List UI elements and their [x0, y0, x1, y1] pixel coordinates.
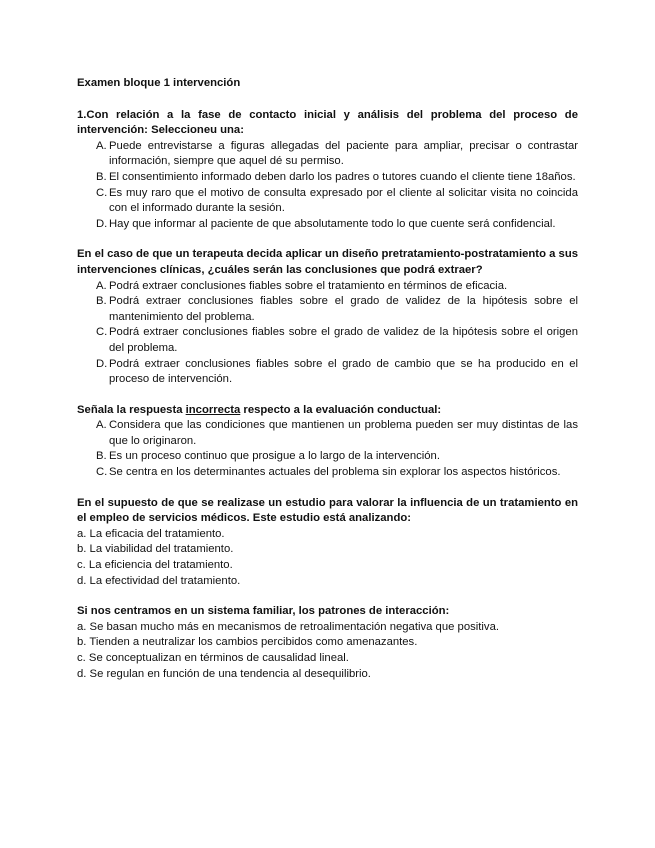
option-letter: C.: [96, 326, 108, 339]
option-text: Considera que las condiciones que mantienen un problema pueden ser muy distintas de las que lo originaron.: [109, 419, 578, 447]
question-3-underlined-word: incorrecta: [185, 403, 241, 416]
option-letter: B.: [96, 450, 107, 463]
option-letter: B.: [96, 295, 107, 308]
option-item: [77, 294, 578, 325]
question-2: [77, 247, 578, 387]
option-letter: C.: [96, 186, 108, 199]
option-letter: A.: [96, 279, 107, 292]
question-1: [77, 108, 578, 233]
option-text: Se centra en los determinantes actuales del problema sin explorar los aspectos históricos.: [109, 466, 561, 479]
question-5-options: [77, 620, 578, 682]
option-letter: A.: [96, 419, 107, 432]
option-text: Podrá extraer conclusiones fiables sobre el grado de validez de la hipótesis sobre el origen del problema.: [109, 326, 578, 354]
option-item: [77, 465, 578, 481]
question-4: [77, 496, 578, 590]
question-3-options: [77, 418, 578, 480]
option-item: b. La viabilidad del tratamiento.: [77, 543, 234, 556]
option-text: El consentimiento informado deben darlo los padres o tutores cuando el cliente tiene 18años.: [109, 170, 576, 183]
option-letter: D.: [96, 217, 108, 230]
option-item: c. La eficiencia del tratamiento.: [77, 559, 233, 572]
option-letter: A.: [96, 139, 107, 152]
option-item: c. Se conceptualizan en términos de causalidad lineal.: [77, 652, 349, 664]
question-3: [77, 403, 578, 481]
option-item: [77, 186, 578, 217]
option-text: Podrá extraer conclusiones fiables sobre el grado de validez de la hipótesis sobre el mantenimiento del problema.: [109, 295, 578, 323]
option-item: [77, 279, 578, 295]
option-text: Podrá extraer conclusiones fiables sobre el tratamiento en términos de eficacia.: [109, 279, 508, 292]
document-page: [77, 76, 578, 697]
question-5: [77, 604, 578, 682]
option-item: [77, 217, 578, 233]
option-letter: D.: [96, 357, 108, 370]
question-1-options: [77, 139, 578, 233]
question-1-text: 1.Con relación a la fase de contacto inicial y análisis del problema del proceso de intervención: Seleccioneu una:: [77, 108, 578, 137]
option-item: [77, 357, 578, 388]
question-4-options: [77, 527, 578, 589]
document-title: Examen bloque 1 intervención: [77, 77, 241, 89]
option-item: a. La eficacia del tratamiento.: [77, 527, 225, 540]
option-letter: C.: [96, 466, 108, 479]
question-2-options: [77, 279, 578, 388]
option-text: Puede entrevistarse a figuras allegadas del paciente para ampliar, precisar o contrastar información, siempre que aquel dé su permiso.: [109, 139, 578, 168]
question-5-text: Si nos centramos en un sistema familiar, los patrones de interacción:: [77, 605, 450, 618]
option-item: [77, 170, 578, 186]
question-2-text: En el caso de que un terapeuta decida aplicar un diseño pretratamiento-postratamiento a sus intervenciones clínicas, ¿cuáles serán las conclusiones que podrá extraer?: [77, 248, 578, 276]
option-item: a. Se basan mucho más en mecanismos de retroalimentación negativa que positiva.: [77, 620, 499, 633]
option-item: [77, 418, 578, 449]
question-3-text-after: respecto a la evaluación conductual:: [240, 403, 442, 416]
option-item: [77, 325, 578, 356]
option-text: Es un proceso continuo que prosigue a lo largo de la intervención.: [109, 450, 440, 463]
option-item: [77, 449, 578, 465]
option-item: d. Se regulan en función de una tendencia al desequilibrio.: [77, 667, 371, 680]
option-text: Podrá extraer conclusiones fiables sobre el grado de cambio que se ha producido en el proceso de intervención.: [109, 357, 578, 386]
option-item: d. La efectividad del tratamiento.: [77, 574, 241, 587]
option-letter: B.: [96, 170, 107, 183]
option-text: Hay que informar al paciente de que absolutamente todo lo que cuente será confidencial.: [109, 217, 556, 230]
option-item: [77, 139, 578, 170]
question-3-text: [77, 403, 578, 419]
question-3-text-before: Señala la respuesta: [77, 403, 186, 416]
question-4-text: En el supuesto de que se realizase un estudio para valorar la influencia de un tratamiento en el empleo de servicios médicos. Este estudio está analizando:: [77, 496, 578, 525]
option-text: Es muy raro que el motivo de consulta expresado por el cliente al solicitar visita no coincida con el informado durante la sesión.: [109, 186, 578, 215]
option-item: b. Tienden a neutralizar los cambios percibidos como amenazantes.: [77, 636, 418, 649]
